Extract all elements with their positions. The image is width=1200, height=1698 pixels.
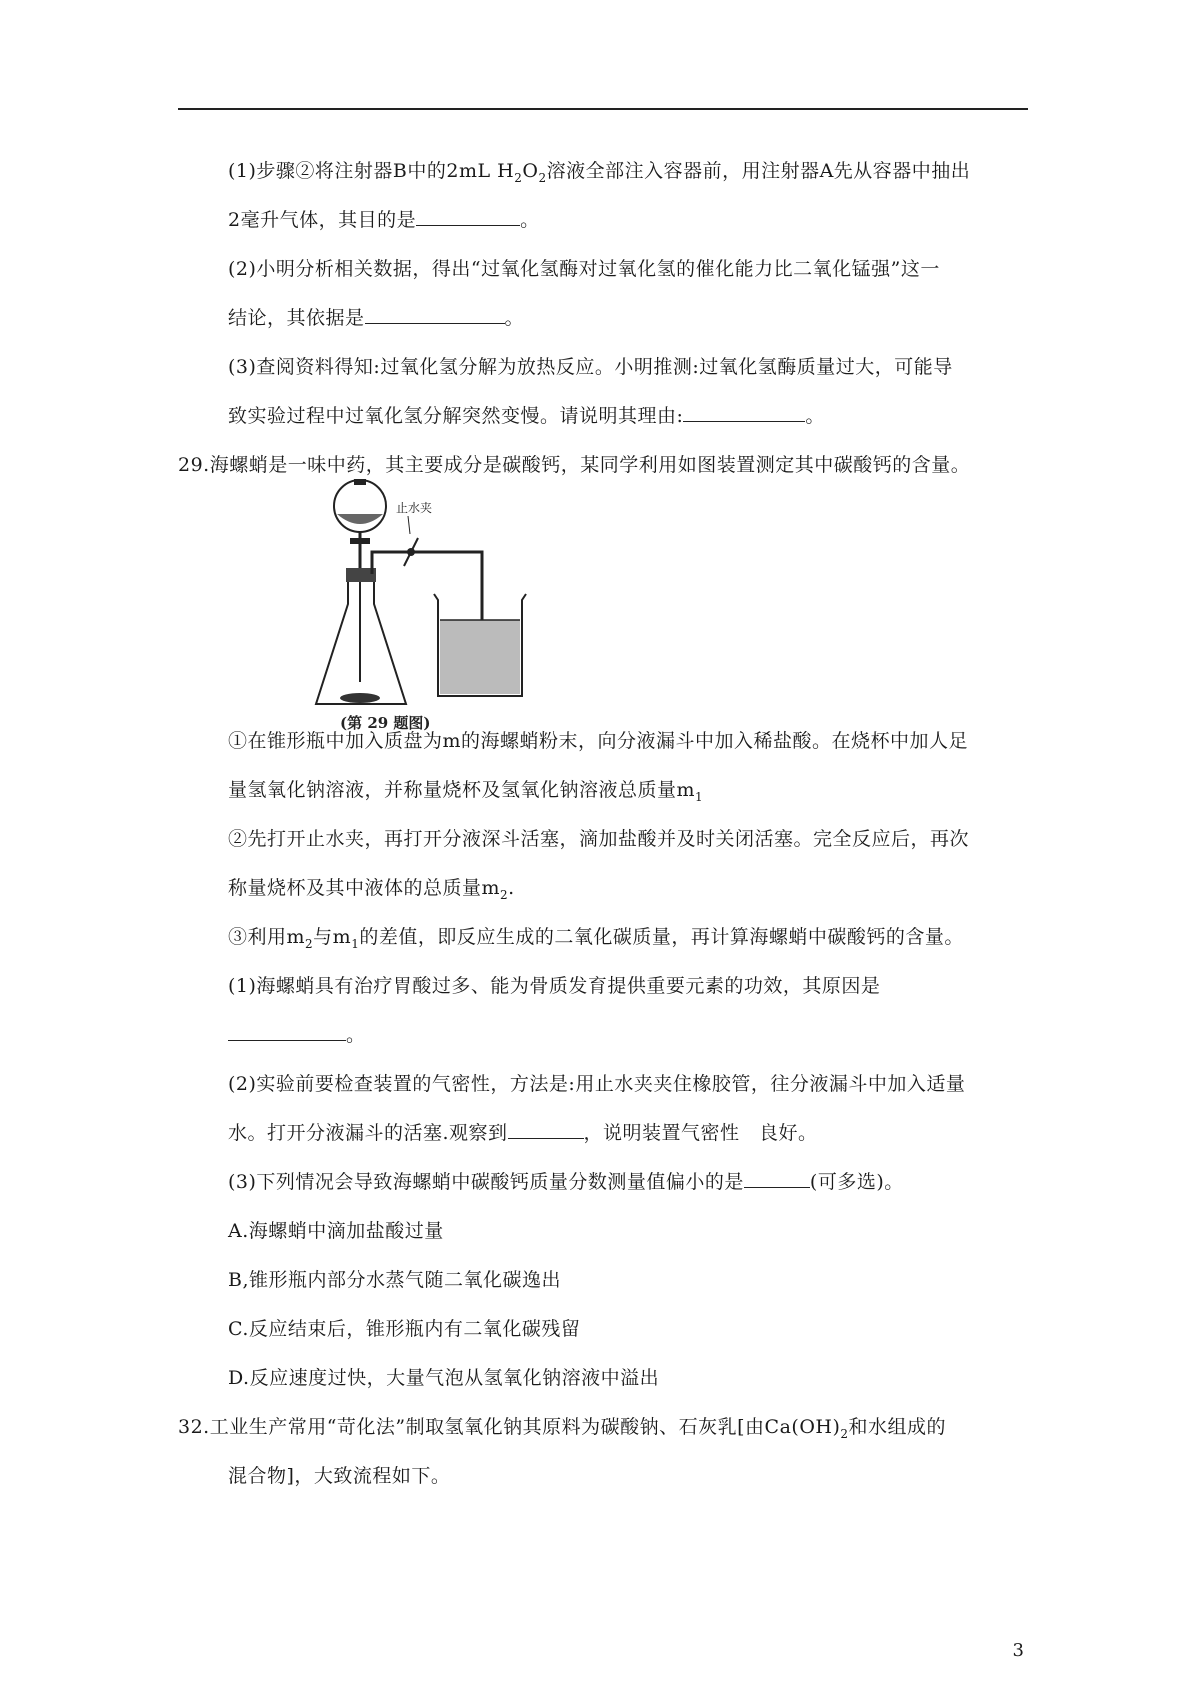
header-rule xyxy=(178,108,1028,110)
separatory-funnel xyxy=(334,480,386,532)
q28-part1-line1: (1)步骤②将注射器B中的2mL $H_2O_2$溶液全部注入容器前，用注射器A先从容器中抽出 xyxy=(228,160,971,185)
clamp-label: 止水夹 xyxy=(396,501,433,515)
q29-step1-line1: ①在锥形瓶中加入质盘为m的海螺蛸粉末，向分液漏斗中加入稀盐酸。在烧杯中加人足 xyxy=(228,730,969,752)
q29-option-d[interactable]: D.反应速度过快，大量气泡从氢氧化钠溶液中溢出 xyxy=(228,1367,660,1389)
q29-step1-line2: 量氢氧化钠溶液，并称量烧杯及氢氧化钠溶液总质量$m_1$ xyxy=(228,779,704,804)
sample-powder xyxy=(340,693,380,703)
q32-line1: 32.工业生产常用“苛化法”制取氢氧化钠其原料为碳酸钠、石灰乳[由$Ca(OH)_2$和水组成的 xyxy=(178,1416,947,1441)
stopcock xyxy=(350,538,370,544)
funnel-liquid xyxy=(337,514,383,524)
q29-subq3: (3)下列情况会导致海螺蛸中碳酸钙质量分数测量值偏小的是 (可多选)。 xyxy=(228,1171,904,1193)
q29-step2-line1: ②先打开止水夹，再打开分液深斗活塞，滴加盐酸并及时关闭活塞。完全反应后，再次 xyxy=(228,828,970,850)
q29-option-a[interactable]: A.海螺蛸中滴加盐酸过量 xyxy=(228,1220,444,1242)
answer-blank[interactable] xyxy=(416,207,520,226)
q28-part1-line2: 2毫升气体，其目的是 。 xyxy=(228,209,540,231)
q28-part3-line2: 致实验过程中过氧化氢分解突然变慢。请说明其理由: 。 xyxy=(228,405,825,427)
answer-blank[interactable] xyxy=(683,403,805,422)
funnel-stopper xyxy=(354,479,366,485)
q29-subq2-line1: (2)实验前要检查装置的气密性，方法是:用止水夹夹住橡胶管，往分液漏斗中加入适量 xyxy=(228,1073,966,1095)
q29-subq1-line2: 。 xyxy=(228,1022,366,1048)
q29-step3: ③利用$m_2$与$m_1$的差值，即反应生成的二氧化碳质量，再计算海螺蛸中碳酸钙的含量。 xyxy=(228,926,964,951)
answer-blank[interactable] xyxy=(744,1169,810,1188)
answer-blank[interactable] xyxy=(508,1120,584,1139)
q28-part2-line1: (2)小明分析相关数据，得出“过氧化氢酶对过氧化氢的催化能力比二氧化锰强”这一 xyxy=(228,258,940,280)
answer-blank[interactable] xyxy=(228,1022,346,1041)
q29-option-c[interactable]: C.反应结束后，锥形瓶内有二氧化碳残留 xyxy=(228,1318,581,1340)
q29-step2-line2: 称量烧杯及其中液体的总质量$m_2$. xyxy=(228,877,515,902)
q32-line2: 混合物]，大致流程如下。 xyxy=(228,1465,451,1487)
clamp-pivot xyxy=(407,548,415,556)
q29-option-b[interactable]: B,锥形瓶内部分水蒸气随二氧化碳逸出 xyxy=(228,1269,562,1291)
q29-subq1-line1: (1)海螺蛸具有治疗胃酸过多、能为骨质发育提供重要元素的功效，其原因是 xyxy=(228,975,881,997)
q28-part2-line2: 结论，其依据是 。 xyxy=(228,307,525,329)
page-number: 3 xyxy=(1012,1640,1024,1661)
q28-part3-line1: (3)查阅资料得知:过氧化氢分解为放热反应。小明推测:过氧化氢酶质量过大，可能导 xyxy=(228,356,953,378)
q29-stem: 29.海螺蛸是一味中药，其主要成分是碳酸钙，某同学利用如图装置测定其中碳酸钙的含量。 xyxy=(178,454,971,476)
answer-blank[interactable] xyxy=(365,305,505,324)
q29-apparatus-figure xyxy=(286,474,546,734)
q29-subq2-line2: 水。打开分液漏斗的活塞.观察到 ，说明装置气密性 良好。 xyxy=(228,1122,818,1144)
label-pointer xyxy=(408,516,410,534)
figure-caption: (第 29 题图) xyxy=(340,714,431,732)
naoh-solution xyxy=(440,620,520,694)
apparatus-diagram xyxy=(286,474,546,734)
